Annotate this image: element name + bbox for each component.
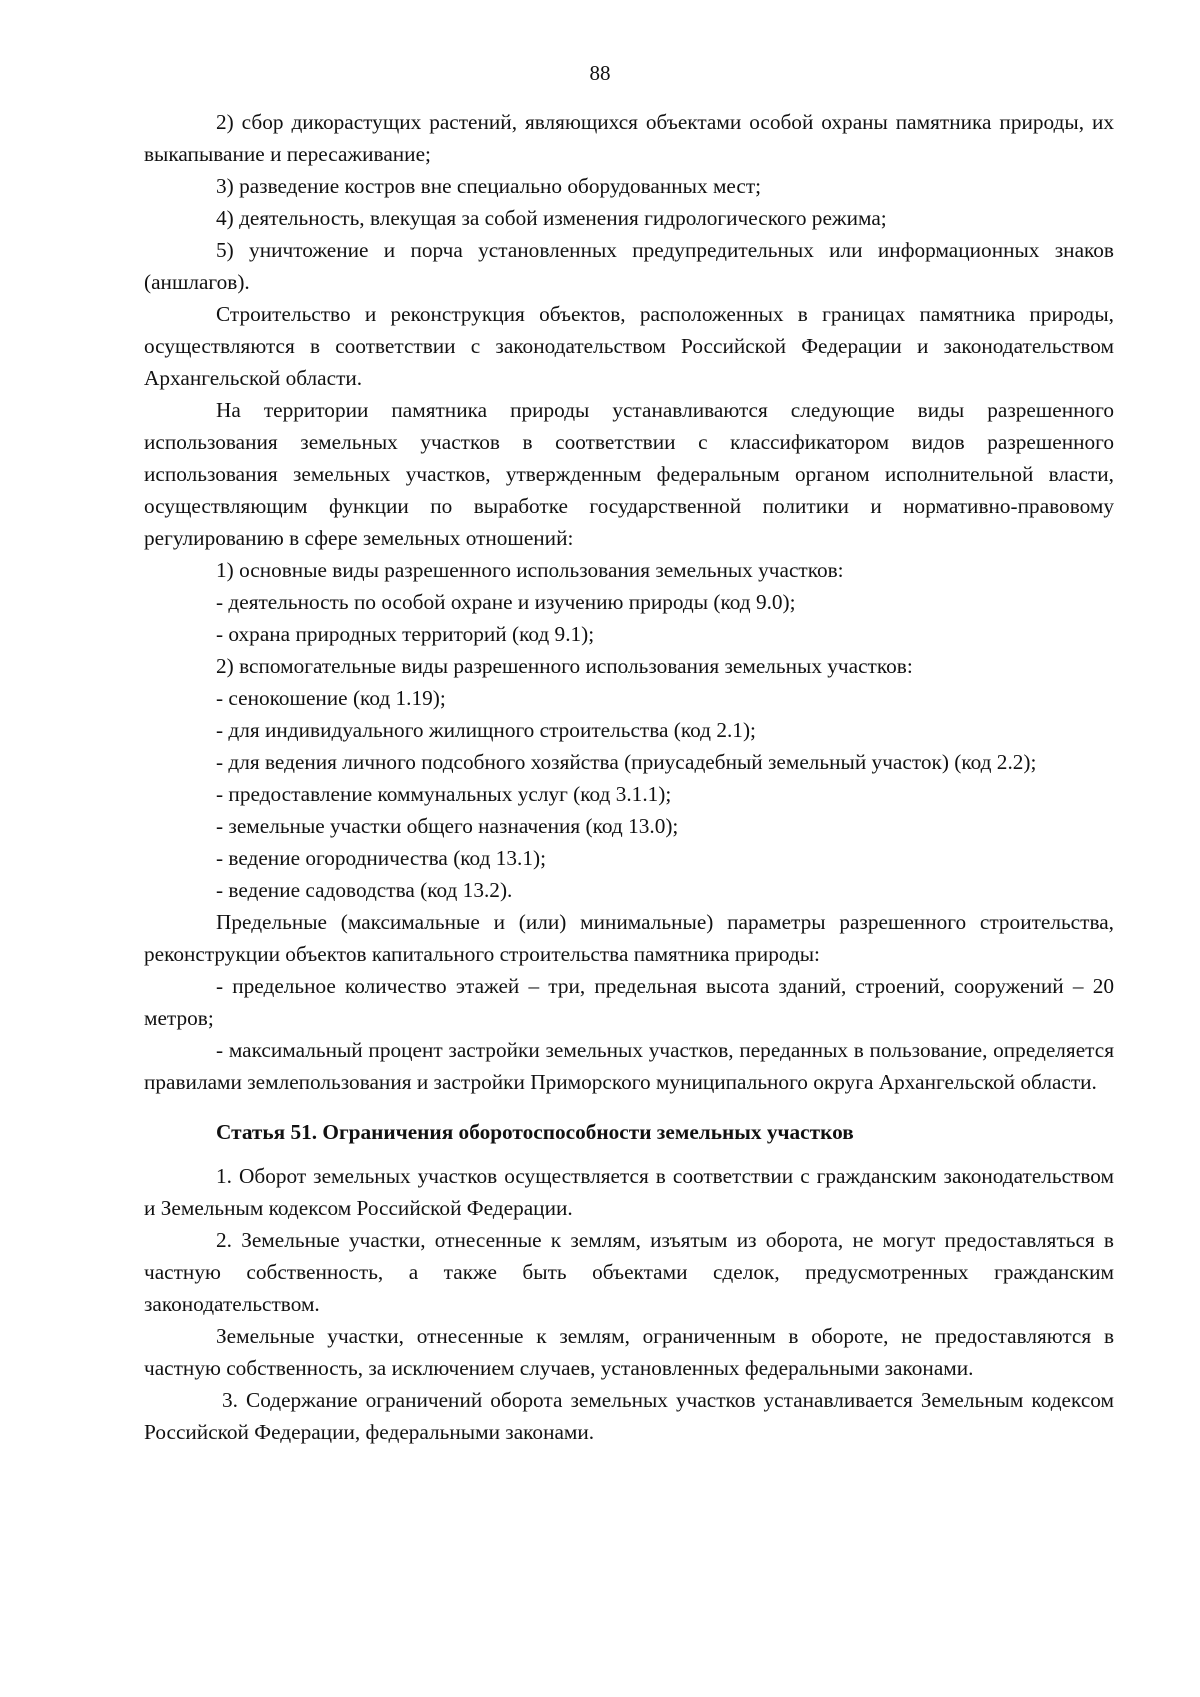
list-item: - для индивидуального жилищного строительства (код 2.1); bbox=[216, 718, 756, 742]
paragraph: 2) сбор дикорастущих растений, являющихся объектами особой охраны памятника природы, их выкапывание и пересаживание; bbox=[144, 110, 1114, 166]
page-number: 88 bbox=[589, 61, 611, 85]
paragraph: Строительство и реконструкция объектов, расположенных в границах памятника природы, осуществляются в соответствии с законодательством Российской Федерации и законодательством Архангельской области. bbox=[144, 302, 1114, 390]
list-item: - земельные участки общего назначения (код 13.0); bbox=[216, 814, 679, 838]
paragraph: На территории памятника природы устанавливаются следующие виды разрешенного использования земельных участков в соответствии с классификатором видов разрешенного использования земельных участков, утвержденным федеральным органом исполнительной власти, осуществляющим функции по выработке государственной политики и нормативно-правовому регулированию в сфере земельных отношений: bbox=[144, 398, 1114, 550]
list-item: - предельное количество этажей – три, предельная высота зданий, строений, сооружений – 20 метров; bbox=[144, 974, 1114, 1030]
list-item: - для ведения личного подсобного хозяйства (приусадебный земельный участок) (код 2.2); bbox=[216, 750, 1037, 774]
paragraph: 5) уничтожение и порча установленных предупредительных или информационных знаков (аншлагов). bbox=[144, 238, 1114, 294]
document-body bbox=[144, 106, 1114, 1448]
list-item: - сенокошение (код 1.19); bbox=[216, 686, 446, 710]
list-item: - максимальный процент застройки земельных участков, переданных в пользование, определяется правилами землепользования и застройки Приморского муниципального округа Архангельской области. bbox=[144, 1038, 1114, 1094]
article-heading: Статья 51. Ограничения оборотоспособности земельных участков bbox=[216, 1120, 854, 1144]
list-item: - ведение садоводства (код 13.2). bbox=[216, 878, 513, 902]
paragraph: Предельные (максимальные и (или) минимальные) параметры разрешенного строительства, реконструкции объектов капитального строительства памятника природы: bbox=[144, 910, 1114, 966]
list-heading: 1) основные виды разрешенного использования земельных участков: bbox=[216, 558, 844, 582]
paragraph: 4) деятельность, влекущая за собой изменения гидрологического режима; bbox=[216, 206, 887, 230]
paragraph: 3) разведение костров вне специально оборудованных мест; bbox=[216, 174, 762, 198]
list-item: - предоставление коммунальных услуг (код 3.1.1); bbox=[216, 782, 672, 806]
list-item: - охрана природных территорий (код 9.1); bbox=[216, 622, 595, 646]
paragraph: 2. Земельные участки, отнесенные к землям, изъятым из оборота, не могут предоставляться в частную собственность, а также быть объектами сделок, предусмотренных гражданским законодательством. bbox=[144, 1228, 1114, 1316]
paragraph: Земельные участки, отнесенные к землям, ограниченным в обороте, не предоставляются в частную собственность, за исключением случаев, установленных федеральными законами. bbox=[144, 1324, 1114, 1380]
paragraph: 3. Содержание ограничений оборота земельных участков устанавливается Земельным кодексом Российской Федерации, федеральными законами. bbox=[144, 1388, 1114, 1444]
list-item: - деятельность по особой охране и изучению природы (код 9.0); bbox=[216, 590, 796, 614]
paragraph: 1. Оборот земельных участков осуществляется в соответствии с гражданским законодательством и Земельным кодексом Российской Федерации. bbox=[144, 1164, 1114, 1220]
list-heading: 2) вспомогательные виды разрешенного использования земельных участков: bbox=[216, 654, 913, 678]
list-item: - ведение огородничества (код 13.1); bbox=[216, 846, 547, 870]
